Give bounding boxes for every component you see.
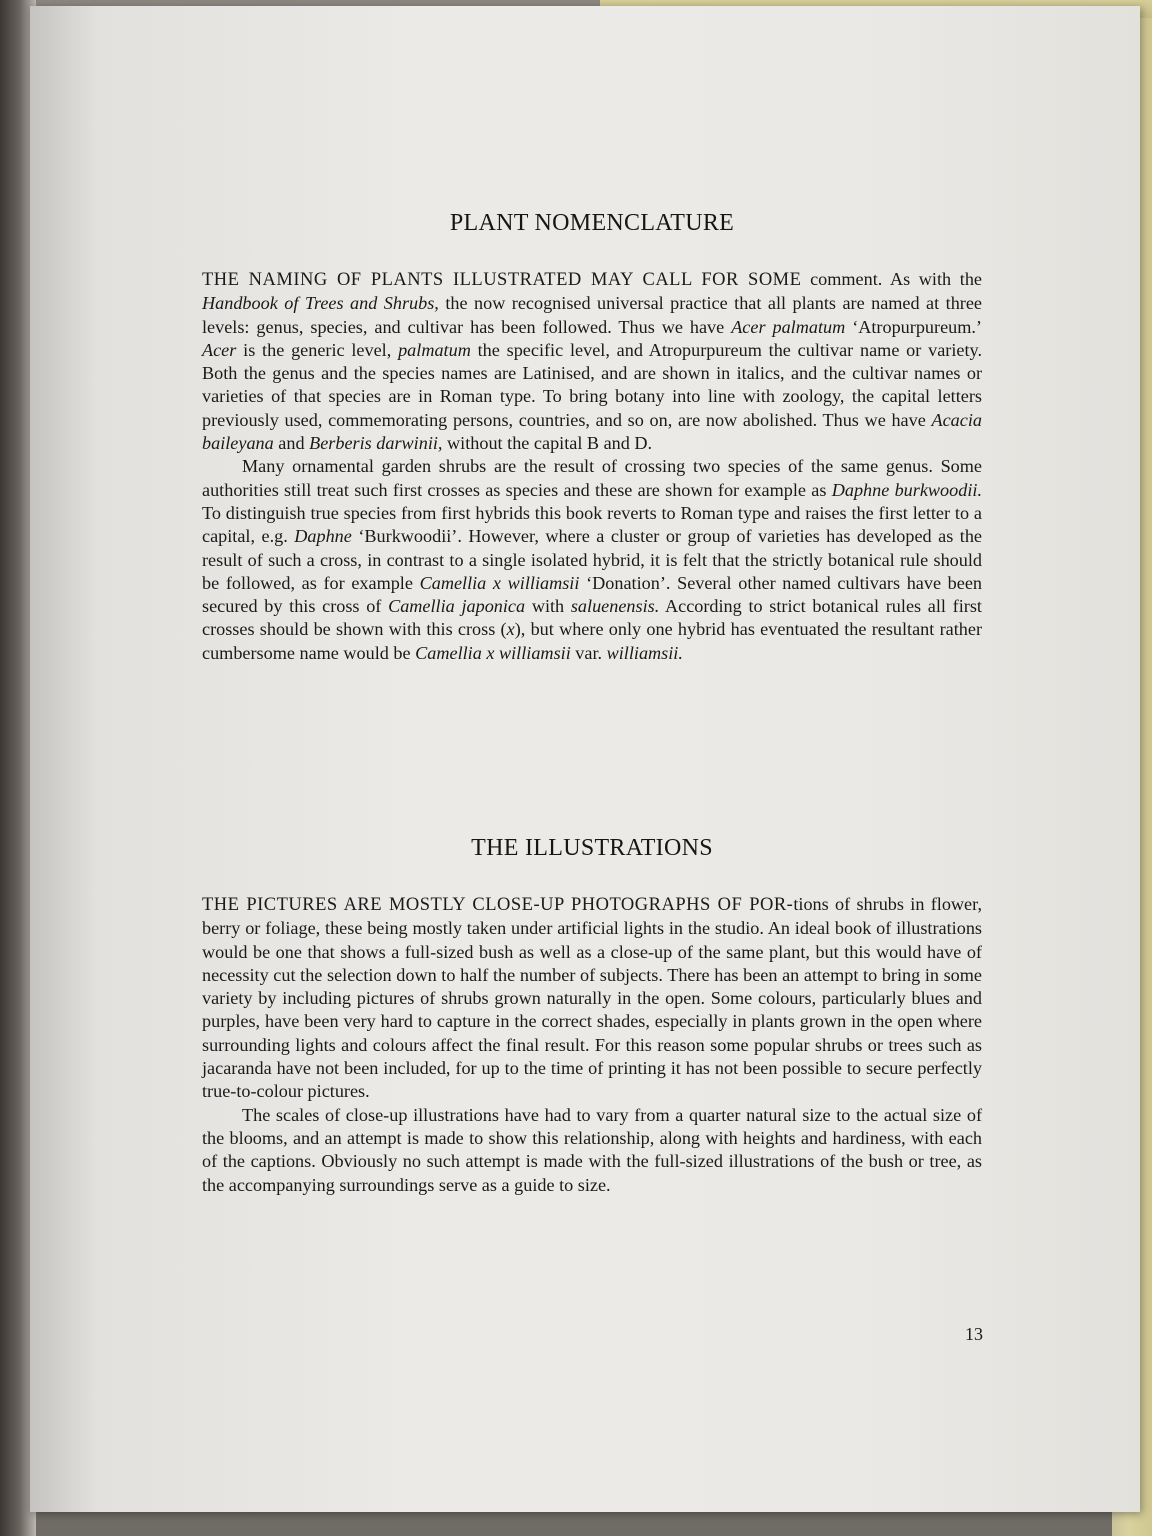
section-heading-illustrations: THE ILLUSTRATIONS (471, 835, 713, 861)
text-run: and (273, 433, 310, 454)
italic-text-run: Acacia baileyana (202, 409, 982, 454)
italic-text-run: Camellia x williamsii (415, 642, 571, 663)
italic-text-run: Acer (202, 339, 237, 360)
text-run: To distinguish true species from first hybrids this book reverts to Roman type and raises the first letter to a capital, e.g. (202, 502, 982, 547)
text-run: Many ornamental garden shrubs are the result of crossing two species of the same genus. Some authorities still treat such first crosses as species and these are shown for example as (202, 456, 982, 500)
text-run: THE NAMING OF PLANTS ILLUSTRATED MAY CALL FOR SOME (202, 270, 802, 290)
text-run: the specific level, and Atropurpureum the cultivar name or variety. Both the genus and the species names are Latinised, and are shown in italics, and the cultivar names or varieties of that species are in Roman type. To bring botany into line with zoology, the capital letters previously used, commemorating persons, countries, and so on, are now abolished. Thus we have (202, 339, 982, 430)
paragraph-pictures (202, 893, 982, 1104)
text-run: comment. As with the (801, 269, 982, 289)
text-run: THE PICTURES ARE MOSTLY CLOSE-UP PHOTOGRAPHS OF POR- (202, 895, 794, 915)
text-run: without the capital B and D. (442, 433, 653, 454)
paragraph-naming-of-plants (202, 268, 982, 455)
italic-text-run: saluenensis. (570, 596, 660, 617)
italic-text-run: Acer palmatum (731, 316, 846, 337)
text-run: The scales of close-up illustrations have had to vary from a quarter natural size to the actual size of the blooms, and an attempt is made to show this relationship, along with heights and hardiness, with each of the captions. Obviously no such attempt is made with the full-sized illustrations of the bush or tree, as the accompanying surroundings serve as a guide to size. (202, 1104, 982, 1195)
italic-text-run: palmatum (398, 339, 471, 360)
text-run: the now recognised universal practice that all plants are named at three levels: genus, species, and cultivar has been followed. Thus we have (202, 293, 982, 337)
text-run: ‘Burkwoodii’. However, where a cluster or group of varieties has developed as the result of such a cross, in contrast to a single isolated hybrid, it is felt that the strictly botanical rule should be followed, as for example (202, 526, 982, 593)
section-heading-plant-nomenclature: PLANT NOMENCLATURE (449, 210, 735, 236)
section-illustrations (202, 893, 982, 1197)
section-plant-nomenclature (202, 268, 982, 665)
italic-text-run: Camellia x williamsii (419, 572, 580, 593)
text-run: is the generic level, (236, 339, 399, 360)
paragraph-scales (202, 1104, 982, 1197)
text-run: tions of shrubs in flower, berry or foliage, these being mostly taken under artificial lights in the studio. An ideal book of illustrations would be one that shows a full-sized bush as well as a close-up of the same plant, but this would have of necessity cut the selection down to half the number of subjects. There has been an attempt to bring in some variety by including pictures of shrubs grown naturally in the open. Some colours, particularly blues and purples, have been very hard to capture in the correct shades, especially in plants grown in the open where surrounding lights and colours affect the final result. For this reason some popular shrubs or trees such as jacaranda have not been included, for up to the time of printing it has not been possible to secure perfectly true-to-colour pictures. (202, 894, 982, 1102)
text-run: ‘Atropurpureum.’ (845, 316, 982, 337)
text-run: According to strict botanical rules all first crosses should be shown with this cross ( (202, 596, 982, 640)
text-run: with (525, 596, 571, 617)
book-page (30, 6, 1140, 1512)
italic-text-run: Handbook of Trees and Shrubs, (202, 293, 439, 314)
text-run: var. (570, 642, 607, 663)
italic-text-run: williamsii. (606, 642, 683, 663)
paragraph-ornamental-shrubs (202, 455, 982, 665)
page-number: 13 (965, 1324, 983, 1344)
italic-text-run: Berberis darwinii, (309, 433, 443, 454)
italic-text-run: Daphne burkwoodii. (831, 479, 982, 500)
italic-text-run: Camellia japonica (388, 596, 526, 617)
text-run: ‘Donation’. Several other named cultivars have been secured by this cross of (202, 572, 983, 617)
text-run: ), but where only one hybrid has eventuated the resultant rather cumbersome name would be (202, 619, 982, 663)
italic-text-run: Daphne (294, 526, 352, 547)
italic-text-run: x (506, 619, 515, 640)
